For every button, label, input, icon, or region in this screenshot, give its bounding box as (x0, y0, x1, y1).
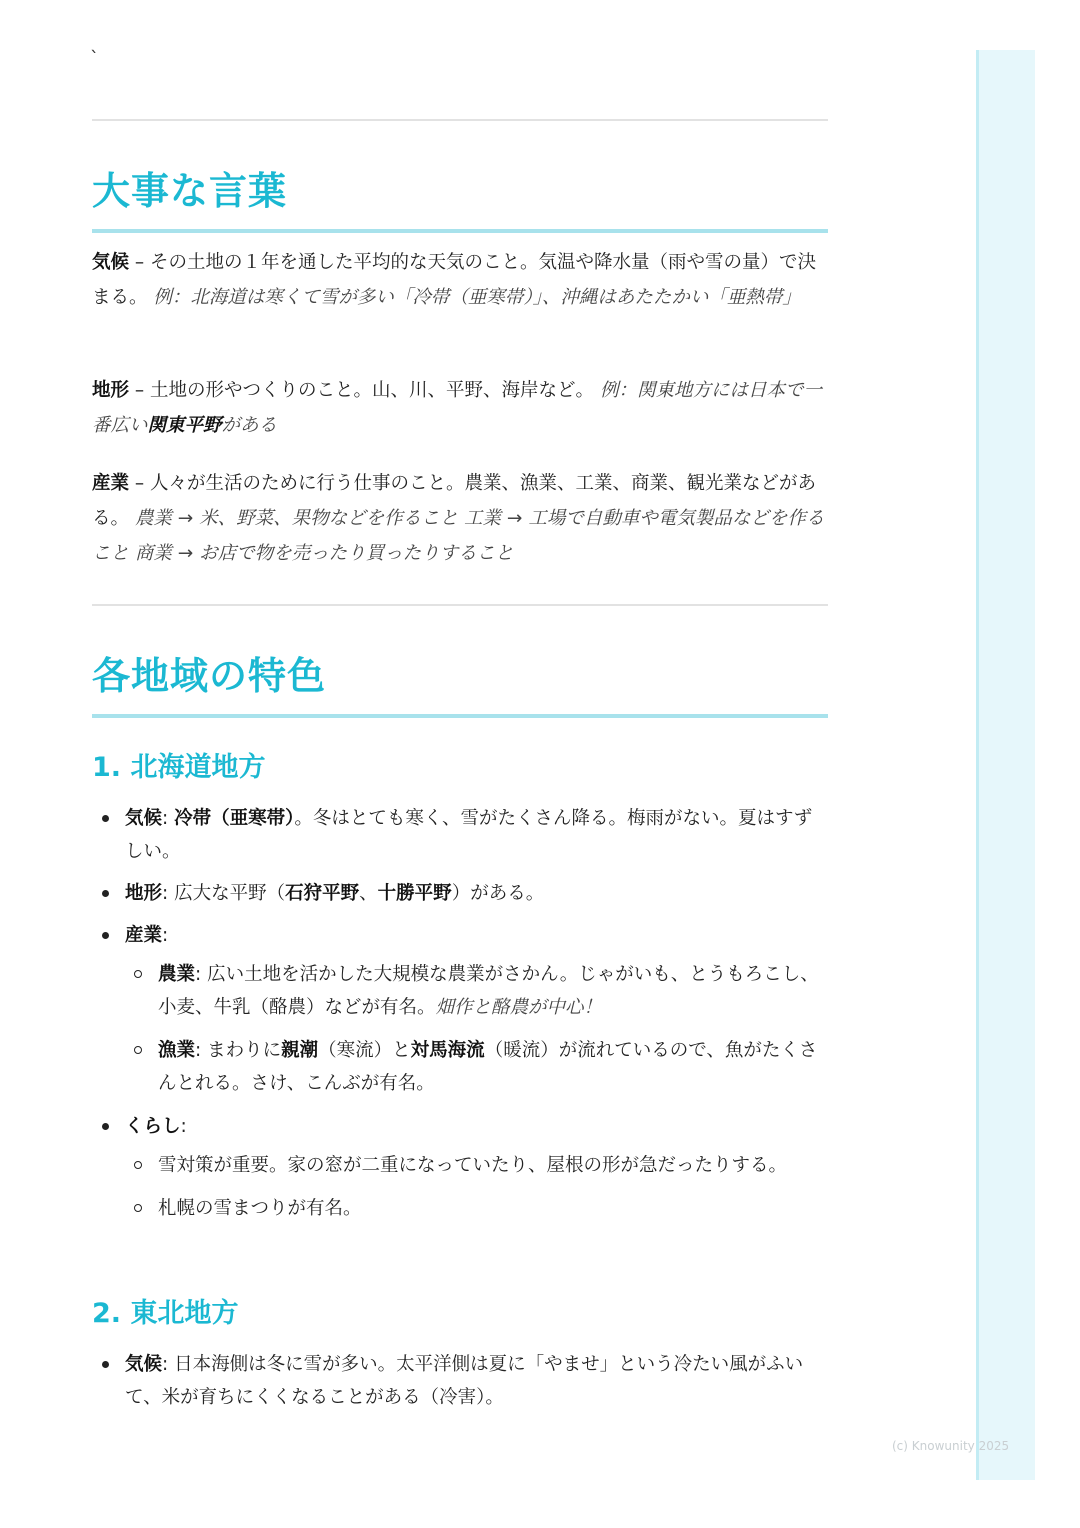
sangyo-sublist (125, 958, 828, 1100)
section-heading-keywords: 大事な言葉 (92, 160, 828, 233)
tohoku-list (92, 1348, 828, 1423)
list-item-kikou: 気候: 冷帯（亜寒帯）。冬はとても寒く、雪がたくさん降る。梅雨がない。夏はすずしい。 (92, 802, 828, 868)
term-label: 地形 (92, 380, 130, 401)
term-label: 気候 (92, 252, 130, 273)
section-heading-regions: 各地域の特色 (92, 645, 828, 718)
sublist-item: 札幌の雪まつりが有名。 (125, 1192, 828, 1225)
term-definition: その土地の１年を通した平均的な天気のこと。気温や降水量（雨や雪の量）で決まる。 (92, 252, 817, 308)
divider (92, 604, 828, 606)
stray-mark: ` (90, 48, 99, 69)
list-item-kikou: 気候: 日本海側は冬に雪が多い。太平洋側は夏に「やませ」という冷たい風がふいて、米が育ちにくくなることがある（冷害）。 (92, 1348, 828, 1414)
hokkaido-list (92, 802, 828, 1235)
list-item-chikei: 地形: 広大な平野（石狩平野、十勝平野）がある。 (92, 877, 828, 910)
term-kikou: 気候 – その土地の１年を通した平均的な天気のこと。気温や降水量（雨や雪の量）で決まる。 例：北海道は寒くて雪が多い「冷帯（亜寒帯）」、沖縄はあたたかい「亜熱帯」 (92, 252, 817, 308)
term-chikei: 地形 – 土地の形やつくりのこと。山、川、平野、海岸など。 例：関東地方には日本で一番広い関東平野がある (92, 380, 822, 436)
kurashi-sublist (125, 1149, 828, 1225)
term-label: 産業 (92, 473, 130, 494)
term-example: 農業 → 米、野菜、果物などを作ること 工業 → 工場で自動車や電気製品などを作ること 商業 → お店で物を売ったり買ったりすること (92, 508, 825, 564)
list-item-sangyo: 産業: 農業: 広い土地を活かした大規模な農業がさかん。じゃがいも、とうもろこし、小麦、牛乳（酪農）などが有名。畑作と酪農が中心！ 漁業: まわりに親潮（寒流）と対馬海流（暖流）が流れているので、魚がたくさんとれる。さけ、こんぶが有名。 (92, 919, 828, 1100)
sublist-item-gyogyo: 漁業: まわりに親潮（寒流）と対馬海流（暖流）が流れているので、魚がたくさんとれる。さけ、こんぶが有名。 (125, 1034, 828, 1100)
term-example: 例：関東地方には日本で一番広い関東平野がある (92, 380, 822, 436)
list-item-kurashi: くらし: 雪対策が重要。家の窓が二重になっていたり、屋根の形が急だったりする。 札幌の雪まつりが有名。 (92, 1110, 828, 1225)
copyright-footer: (c) Knowunity 2025 (892, 1439, 1010, 1453)
side-panel (976, 50, 1035, 1480)
term-sangyo: 産業 – 人々が生活のために行う仕事のこと。農業、漁業、工業、商業、観光業などがある。 農業 → 米、野菜、果物などを作ること 工業 → 工場で自動車や電気製品などを作ること 商業 → お店で物を売ったり買ったりすること (92, 473, 825, 564)
subheading-tohoku: 2. 東北地方 (92, 1298, 239, 1329)
divider (92, 119, 828, 121)
subheading-hokkaido: 1. 北海道地方 (92, 752, 266, 783)
term-definition: 土地の形やつくりのこと。山、川、平野、海岸など。 (150, 380, 595, 401)
sublist-item: 雪対策が重要。家の窓が二重になっていたり、屋根の形が急だったりする。 (125, 1149, 828, 1182)
term-example: 例：北海道は寒くて雪が多い「冷帯（亜寒帯）」、沖縄はあたたかい「亜熱帯」 (153, 287, 801, 308)
sublist-item-nogyo: 農業: 広い土地を活かした大規模な農業がさかん。じゃがいも、とうもろこし、小麦、牛乳（酪農）などが有名。畑作と酪農が中心！ (125, 958, 828, 1024)
term-definition: 人々が生活のために行う仕事のこと。農業、漁業、工業、商業、観光業などがある。 (92, 473, 817, 529)
